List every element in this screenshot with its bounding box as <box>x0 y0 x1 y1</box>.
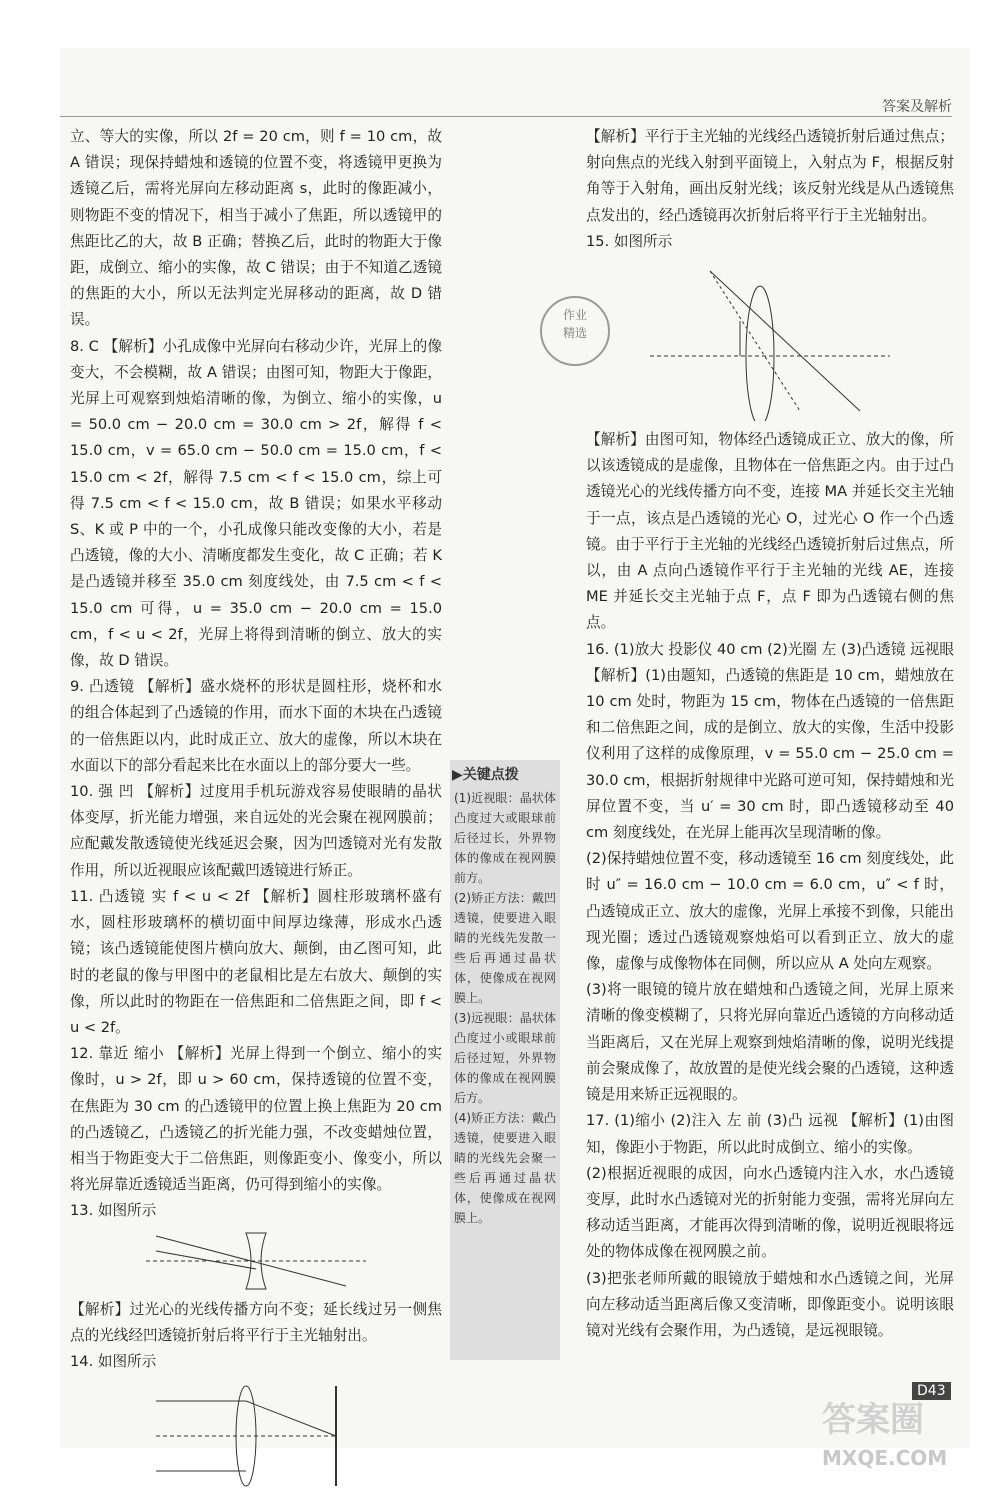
left-para-8: 14. 如图所示 <box>70 1352 157 1370</box>
key-point-4: (4)矫正方法：戴凸透镜，使要进入眼睛的光线先会聚一些后再通过晶状体，使像成在视网膜上。 <box>454 1111 556 1225</box>
key-point-3: (3)远视眼：晶状体凸度过小或眼球前后径过短，外界物体的像成在视网膜后方。 <box>454 1011 556 1105</box>
left-para-3: 10. 强 凹 【解析】过度用手机玩游戏容易使眼睛的晶状体变厚，折光能力增强，来自远处的光会聚在视网膜前；应配戴发散透镜使光线延迟会聚，因为凹透镜对光有发散作用，所以近视眼应该配戴凹透镜进行矫正。 <box>70 783 442 879</box>
right-para-6: 17. (1)缩小 (2)注入 左 前 (3)凸 远视 【解析】(1)由图知，像距小于物距，所以此时成倒立、缩小的实像。 <box>586 1112 954 1156</box>
left-para-7: 【解析】过光心的光线传播方向不变；延长线过另一侧焦点的光线经凹透镜折射后将平行于主光轴射出。 <box>70 1300 442 1344</box>
right-para-3: 16. (1)放大 投影仪 40 cm (2)光圈 左 (3)凸透镜 远视眼 【解析】(1)由题知，凸透镜的焦距是 10 cm，蜡烛放在 10 cm 处时，物距为 15 cm，物体在凸透镜的一倍焦距和二倍焦距之间，成的是倒立、放大的实像，生活中投影仪利用了这样的成像原理，v = 55.0 cm − 25.0 cm = 30.0 cm，根据折射规律中光路可逆可知，保持蜡烛和光屏位置不变，当 u′ = 30 cm 时，即凸透镜移动至 40 cm 刻度线处，在光屏上能再次呈现清晰的像。 <box>586 640 954 842</box>
figure-15-convex-lens <box>650 261 890 421</box>
key-points-title: ▶关键点拨 <box>452 767 519 783</box>
key-points-sidebar <box>450 760 560 1360</box>
left-para-0: 立、等大的实像，所以 2f = 20 cm，则 f = 10 cm，故 A 错误；现保持蜡烛和透镜的位置不变，将透镜甲更换为透镜乙后，需将光屏向左移动距离 s，此时的像距减小，则物距不变的情况下，相当于减小了焦距，所以透镜甲的焦距比乙的大，故 B 正确；替换乙后，此时的物距大于像距，成倒立、缩小的实像，故 C 错误；由于不知道乙透镜的焦距的大小，所以无法判定光屏移动的距离，故 D 错误。 <box>70 128 442 329</box>
right-para-0: 【解析】平行于主光轴的光线经凸透镜折射后通过焦点；射向焦点的光线入射到平面镜上，入射点为 F，根据反射角等于入射角，画出反射光线；该反射光线是从凸透镜焦点发出的，经凸透镜再次折射后将平行于主光轴射出。 <box>586 128 954 224</box>
left-para-1: 8. C 【解析】小孔成像中光屏向右移动少许，光屏上的像变大，不会模糊，故 A 错误；由图可知，物距大于像距，光屏上可观察到烛焰清晰的像，为倒立、缩小的实像，u = 50.0 cm − 20.0 cm = 30.0 cm > 2f，解得 f < 15.0 cm，v = 65.0 cm − 50.0 cm = 15.0 cm，f < 15.0 cm < 2f，解得 7.5 cm < f < 15.0 cm，综上可得 7.5 cm < f < 15.0 cm，故 B 错误；如果水平移动 S、K 或 P 中的一个，小孔成像只能改变像的大小，若是凸透镜，像的大小、清晰度都发生变化，故 C 正确；若 K 是凸透镜并移至 35.0 cm 刻度线处，由 7.5 cm < f < 15.0 cm 可得，u = 35.0 cm − 20.0 cm = 15.0 cm，f < u < 2f，光屏上将得到清晰的倒立、放大的实像，故 D 错误。 <box>70 337 442 670</box>
left-para-4: 11. 凸透镜 实 f < u < 2f 【解析】圆柱形玻璃杯盛有水，圆柱形玻璃杯的横切面中间厚边缘薄，形成水凸透镜；该凸透镜能使图片横向放大、颠倒，由乙图可知，此时的老鼠的像与甲图中的老鼠相比是左右放大、颠倒的实像，所以此时的物距在一倍焦距和二倍焦距之间，即 f < u < 2f。 <box>70 887 442 1036</box>
right-para-5: (3)将一眼镜的镜片放在蜡烛和凸透镜之间，光屏上原来清晰的像变模糊了，只将光屏向靠近凸透镜的方向移动适当距离后，又在光屏上观察到烛焰清晰的像，说明光线提前会聚成像了，故放置的是使光线会聚的凸透镜，这种透镜是用来矫正远视眼的。 <box>586 981 954 1104</box>
right-para-2: 【解析】由图可知，物体经凸透镜成正立、放大的像，所以该透镜成的是虚像，且物体在一倍焦距之内。由于过凸透镜光心的光线传播方向不变，连接 MA 并延长交主光轴于一点，该点是凸透镜的光心 O，过光心 O 作一个凸透镜。由于平行于主光轴的光线经凸透镜折射后过焦点，所以，由 A 点向凸透镜作平行于主光轴的光线 AE，连接 ME 并延长交主光轴于点 F，点 F 即为凸透镜右侧的焦点。 <box>586 431 954 632</box>
key-point-1: (1)近视眼：晶状体凸度过大或眼球前后径过长，外界物体的像成在视网膜前方。 <box>454 791 556 885</box>
page-number: D43 <box>912 1382 951 1400</box>
page-header: 答案及解析 <box>882 99 952 115</box>
left-para-5: 12. 靠近 缩小 【解析】光屏上得到一个倒立、缩小的实像时，u > 2f，即 u > 60 cm，保持透镜的位置不变，在焦距为 30 cm 的凸透镜甲的位置上换上焦距为 20 cm 的凸透镜乙，凸透镜乙的折光能力强，不改变蜡烛位置，相当于物距变大于二倍焦距，则像距变小、像变小，所以将光屏靠近透镜适当距离，仍可得到缩小的实像。 <box>70 1045 442 1194</box>
left-para-6: 13. 如图所示 <box>70 1202 157 1220</box>
figure-13-concave-lens <box>146 1231 366 1291</box>
left-para-2: 9. 凸透镜 【解析】盛水烧杯的形状是圆柱形，烧杯和水的组合体起到了凸透镜的作用，而水下面的木块在凸透镜的一倍焦距以内，此时成正立、放大的虚像，所以木块在水面以下的部分看起来比在水面以上的部分要大一些。 <box>70 678 442 774</box>
right-para-4: (2)保持蜡烛位置不变，移动透镜至 16 cm 刻度线处，此时 u″ = 16.0 cm − 10.0 cm = 6.0 cm，u″ < f 时，凸透镜成正立、放大的虚像，光屏上承接不到像，只能出现光圈；透过凸透镜观察烛焰可以看到正立、放大的虚像，虚像与成像物体在同侧，所以应从 A 处向左观察。 <box>586 850 954 973</box>
stamp-line-1: 作业 <box>562 308 587 322</box>
right-para-7: (2)根据近视眼的成因，向水凸透镜内注入水，水凸透镜变厚，此时水凸透镜对光的折射能力变强，需将光屏向左移动适当距离，才能再次得到清晰的像，说明近视眼将远处的物体成像在视网膜之前。 <box>586 1164 954 1261</box>
header-rule <box>60 116 952 117</box>
watermark-site: MXQE.COM <box>822 1446 948 1470</box>
left-column <box>70 124 442 1497</box>
right-column <box>586 124 954 1344</box>
right-para-8: (3)把张老师所戴的眼镜放于蜡烛和水凸透镜之间，光屏向左移动适当距离后像又变清晰，即像距变小。说明该眼镜对光线有会聚作用，为凸透镜，是远视眼镜。 <box>586 1269 954 1339</box>
stamp-line-2: 精选 <box>562 326 587 340</box>
figure-14-lens-mirror <box>156 1381 356 1491</box>
watermark-logo: 答案圈 <box>822 1400 924 1440</box>
key-point-2: (2)矫正方法：戴凹透镜，使要进入眼睛的光线先发散一些后再通过晶状体，使像成在视网膜上。 <box>454 891 556 1005</box>
right-para-1: 15. 如图所示 <box>586 232 673 250</box>
